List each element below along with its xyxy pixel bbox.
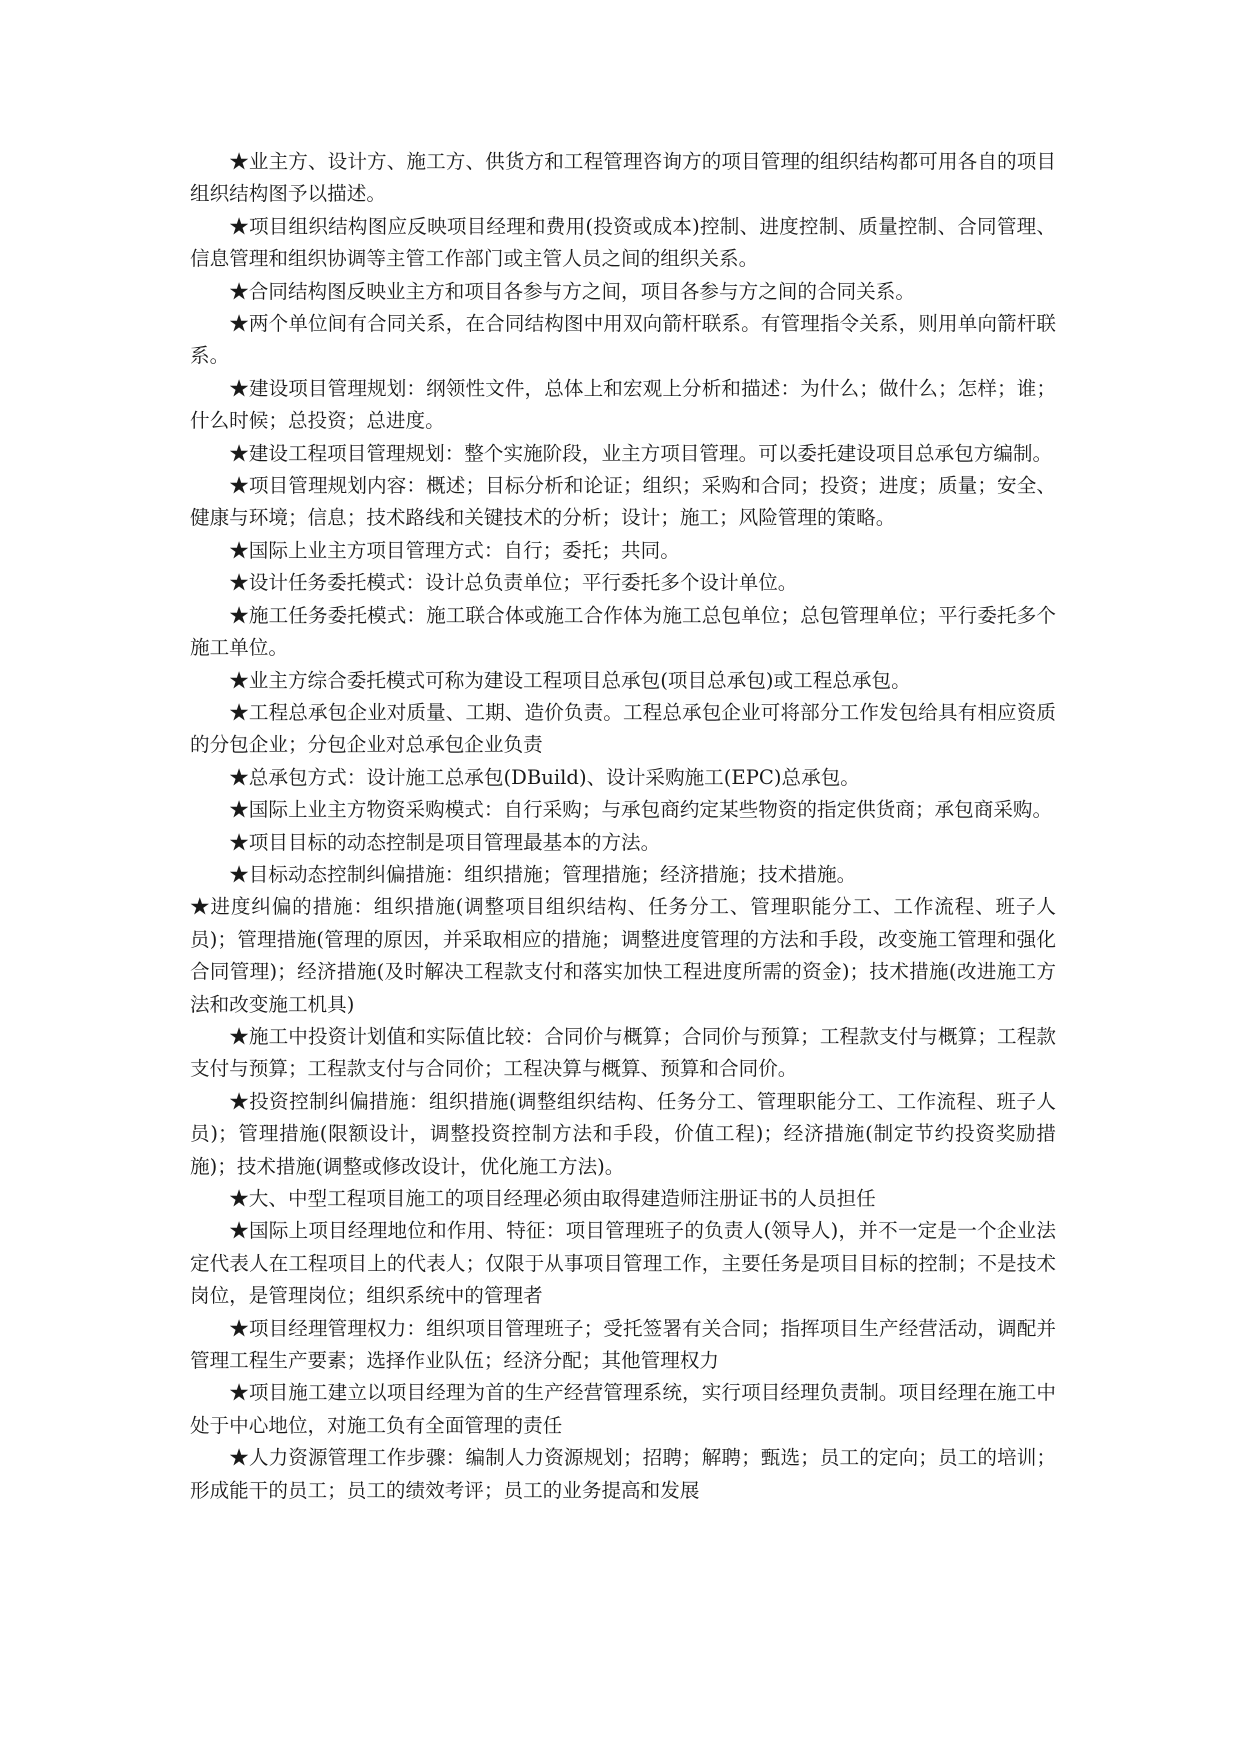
paragraph-7: ★项目管理规划内容：概述；目标分析和论证；组织；采购和合同；投资；进度；质量；安全、健康与环境；信息；技术路线和关键技术的分析；设计；施工；风险管理的策略。 <box>190 474 1056 530</box>
paragraph-16: ★目标动态控制纠偏措施：组织措施；管理措施；经济措施；技术措施。 <box>229 862 857 886</box>
paragraph-4: ★两个单位间有合同关系，在合同结构图中用双向箭杆联系。有管理指令关系，则用单向箭杆联系。 <box>190 312 1056 368</box>
paragraph-1: ★业主方、设计方、施工方、供货方和工程管理咨询方的项目管理的组织结构都可用各自的项目组织结构图予以描述。 <box>190 150 1056 206</box>
paragraph-5: ★建设项目管理规划：纲领性文件，总体上和宏观上分析和描述：为什么；做什么；怎样；谁；什么时候；总投资；总进度。 <box>190 376 1056 433</box>
paragraph-21: ★国际上项目经理地位和作用、特征：项目管理班子的负责人(领导人)，并不一定是一个企业法定代表人在工程项目上的代表人；仅限于从事项目管理工作，主要任务是项目目标的控制；不是技术岗位，是管理岗位；组织系统中的管理者 <box>190 1219 1056 1308</box>
document-body <box>190 146 1056 1507</box>
paragraph-22: ★项目经理管理权力：组织项目管理班子；受托签署有关合同；指挥项目生产经营活动，调配并管理工程生产要素；选择作业队伍；经济分配；其他管理权力 <box>190 1316 1056 1373</box>
paragraph-9: ★设计任务委托模式：设计总负责单位；平行委托多个设计单位。 <box>229 571 798 595</box>
paragraph-2: ★项目组织结构图应反映项目经理和费用(投资或成本)控制、进度控制、质量控制、合同管理、信息管理和组织协调等主管工作部门或主管人员之间的组织关系。 <box>190 214 1056 271</box>
paragraph-17: ★进度纠偏的措施：组织措施(调整项目组织结构、任务分工、管理职能分工、工作流程、班子人员)；管理措施(管理的原因，并采取相应的措施；调整进度管理的方法和手段，改变施工管理和强化合同管理)；经济措施(及时解决工程款支付和落实加快工程进度所需的资金)；技术措施(改进施工方法和改变施工机具) <box>190 895 1056 1016</box>
paragraph-12: ★工程总承包企业对质量、工期、造价负责。工程总承包企业可将部分工作发包给具有相应资质的分包企业；分包企业对总承包企业负责 <box>190 700 1056 757</box>
paragraph-11: ★业主方综合委托模式可称为建设工程项目总承包(项目总承包)或工程总承包。 <box>229 668 911 692</box>
paragraph-24: ★人力资源管理工作步骤：编制人力资源规划；招聘；解聘；甄选；员工的定向；员工的培训；形成能干的员工；员工的绩效考评；员工的业务提高和发展 <box>190 1446 1056 1502</box>
paragraph-10: ★施工任务委托模式：施工联合体或施工合作体为施工总包单位；总包管理单位；平行委托多个施工单位。 <box>190 603 1056 660</box>
paragraph-3: ★合同结构图反映业主方和项目各参与方之间，项目各参与方之间的合同关系。 <box>229 279 915 303</box>
paragraph-18: ★施工中投资计划值和实际值比较：合同价与概算；合同价与预算；工程款支付与概算；工程款支付与预算；工程款支付与合同价；工程决算与概算、预算和合同价。 <box>190 1024 1056 1081</box>
paragraph-8: ★国际上业主方项目管理方式：自行；委托；共同。 <box>229 538 680 562</box>
paragraph-23: ★项目施工建立以项目经理为首的生产经营管理系统，实行项目经理负责制。项目经理在施工中处于中心地位，对施工负有全面管理的责任 <box>190 1381 1056 1437</box>
paragraph-14: ★国际上业主方物资采购模式：自行采购；与承包商约定某些物资的指定供货商；承包商采购。 <box>229 798 1053 822</box>
paragraph-20: ★大、中型工程项目施工的项目经理必须由取得建造师注册证书的人员担任 <box>229 1187 876 1210</box>
paragraph-13: ★总承包方式：设计施工总承包(DBuild)、设计采购施工(EPC)总承包。 <box>229 765 860 789</box>
paragraph-19: ★投资控制纠偏措施：组织措施(调整组织结构、任务分工、管理职能分工、工作流程、班子人员)；管理措施(限额设计，调整投资控制方法和手段，价值工程)；经济措施(制定节约投资奖励措施)；技术措施(调整或修改设计，优化施工方法)。 <box>190 1089 1056 1178</box>
paragraph-6: ★建设工程项目管理规划：整个实施阶段，业主方项目管理。可以委托建设项目总承包方编制。 <box>229 441 1053 465</box>
paragraph-15: ★项目目标的动态控制是项目管理最基本的方法。 <box>229 830 661 854</box>
